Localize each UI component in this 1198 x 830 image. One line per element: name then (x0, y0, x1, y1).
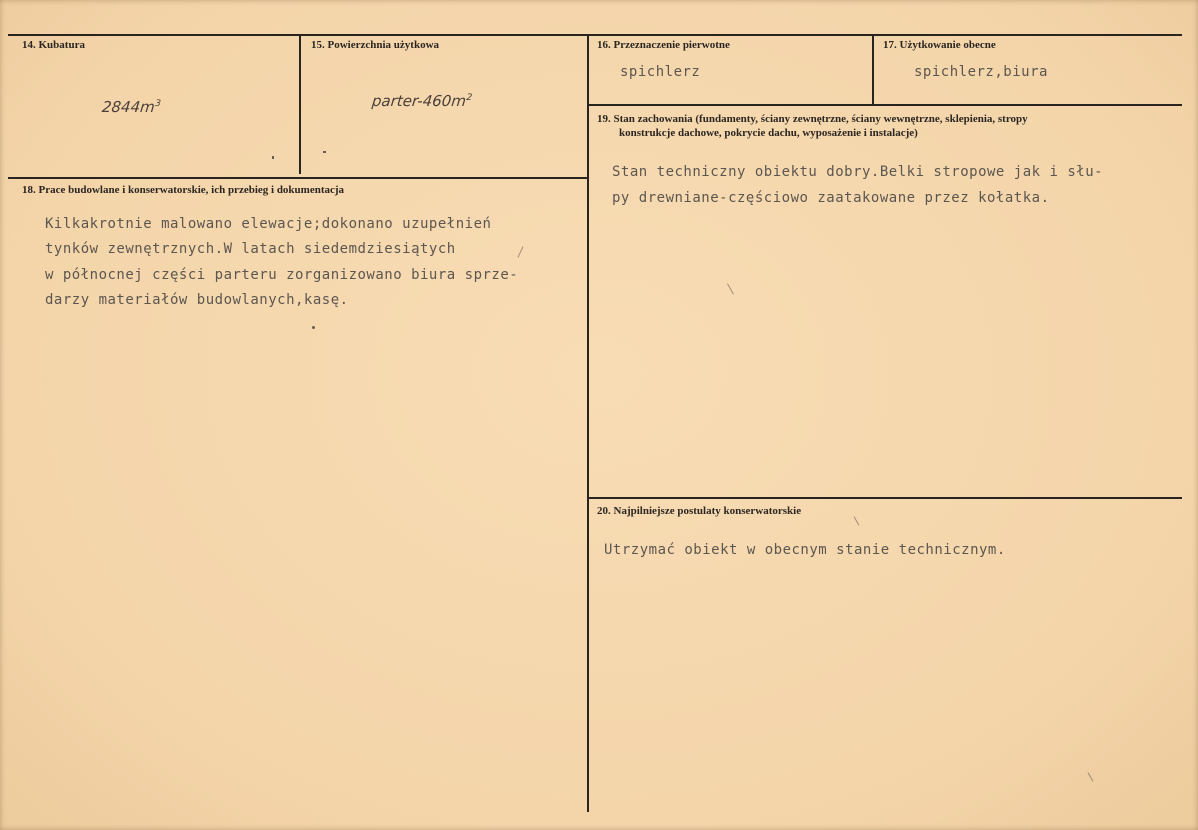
field-15-value: parter-$460m^2$ (371, 92, 473, 110)
field-18-line-2: tynków zewnętrznych.W latach siedemdziesiątych (45, 241, 456, 257)
paper-mark (323, 151, 326, 153)
divider-above-20 (589, 497, 1182, 499)
paper-mark (272, 156, 274, 159)
field-14-value: $2844m^3$ (101, 98, 162, 116)
center-vertical-divider (587, 34, 589, 812)
divider-above-19 (589, 104, 1182, 106)
divider-16-17 (872, 34, 874, 104)
divider-14-15 (299, 34, 301, 174)
field-15-label: 15. Powierzchnia użytkowa (311, 39, 440, 51)
field-19-label-line2: konstrukcje dachowe, pokrycie dachu, wyposażenie i instalacje) (619, 127, 918, 139)
field-17-label: 17. Użytkowanie obecne (883, 39, 996, 51)
paper-mark (312, 326, 315, 329)
field-19-line-1: Stan techniczny obiektu dobry.Belki stropowe jak i słu- (612, 164, 1104, 180)
field-19-label-line1: 19. Stan zachowania (fundamenty, ściany zewnętrzne, ściany wewnętrzne, sklepienia, stropy (597, 113, 1028, 125)
field-17-value: spichlerz,biura (914, 64, 1048, 80)
field-16-value: spichlerz (620, 64, 701, 80)
paper-mark (727, 284, 734, 295)
top-border-line (8, 34, 1182, 36)
field-20-label: 20. Najpilniejsze postulaty konserwatorskie (597, 505, 802, 517)
field-18-line-4: darzy materiałów budowlanych,kasę. (45, 292, 349, 308)
paper-mark (518, 246, 524, 257)
field-16-label: 16. Przeznaczenie pierwotne (597, 39, 730, 51)
field-18-line-3: w północnej części parteru zorganizowano biura sprze- (45, 267, 519, 283)
field-18-label: 18. Prace budowlane i konserwatorskie, ich przebieg i dokumentacja (22, 184, 345, 196)
field-19-line-2: py drewniane-częściowo zaatakowane przez kołatka. (612, 190, 1050, 206)
divider-above-18 (8, 177, 588, 179)
field-14-label: 14. Kubatura (22, 39, 85, 51)
paper-mark (854, 516, 860, 525)
paper-mark (1088, 772, 1094, 781)
field-20-value: Utrzymać obiekt w obecnym stanie technicznym. (604, 542, 1006, 558)
field-18-line-1: Kilkakrotnie malowano elewacje;dokonano uzupełnień (45, 216, 492, 232)
